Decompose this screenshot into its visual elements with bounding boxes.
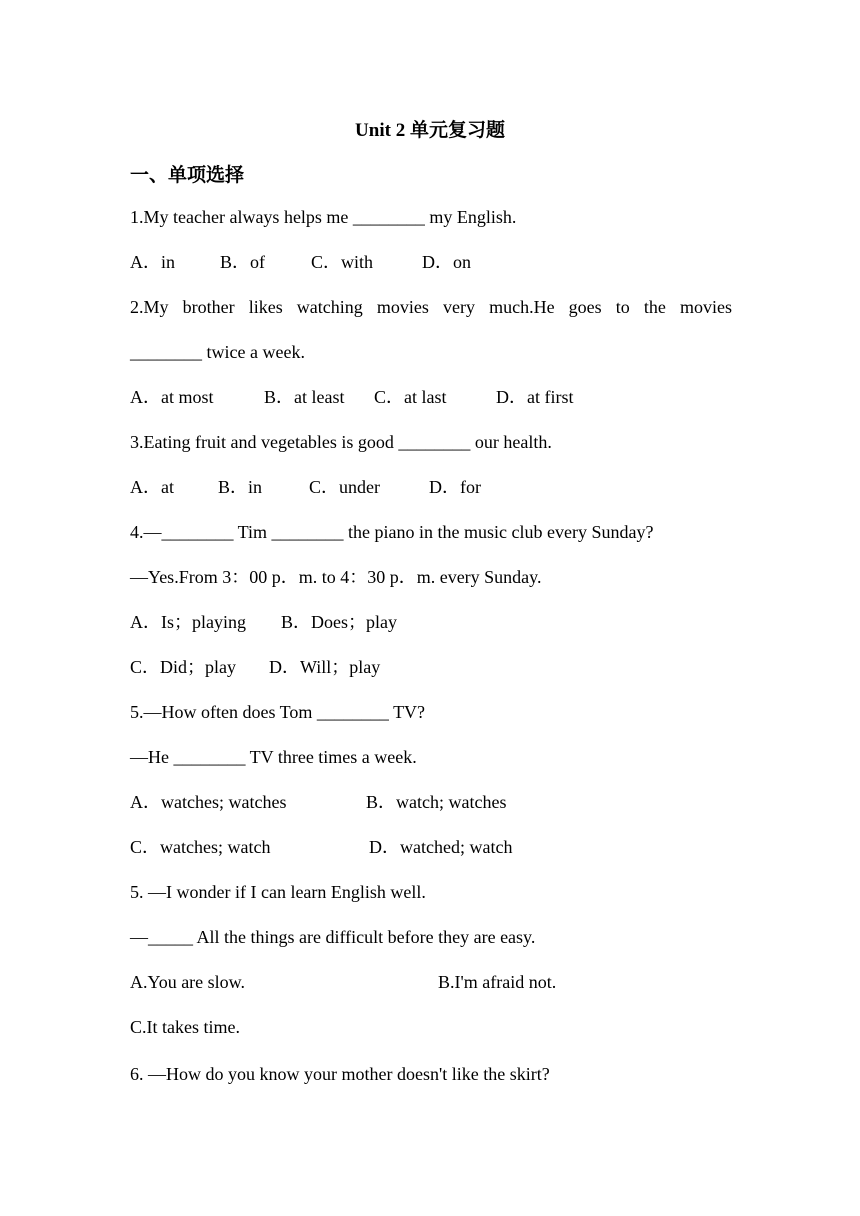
- question-2-option-a: A．at most: [130, 387, 214, 407]
- question-4-stem-line-1: 4.—________ Tim ________ the piano in the music club every Sunday?: [130, 522, 654, 542]
- question-2-option-d: D．at first: [496, 387, 574, 407]
- question-5b-option-a: A.You are slow.: [130, 972, 246, 992]
- question-1-option-a: A．in: [130, 252, 175, 272]
- question-4-option-b: B．Does；play: [281, 612, 397, 632]
- question-5-stem-line-2: —He ________ TV three times a week.: [130, 747, 417, 767]
- question-3-option-c: C．under: [309, 477, 380, 497]
- question-5b-option-b: B.I'm afraid not.: [438, 972, 557, 992]
- question-5b-stem-line-2: —_____ All the things are difficult before they are easy.: [130, 927, 536, 947]
- question-4-option-a: A．Is；playing: [130, 612, 246, 632]
- question-4-stem-line-2: —Yes.From 3：00 p．m. to 4：30 p．m. every Sunday.: [130, 567, 542, 587]
- question-5b-stem-line-1: 5. —I wonder if I can learn English well.: [130, 882, 426, 902]
- question-3-option-a: A．at: [130, 477, 174, 497]
- page-title: Unit 2 单元复习题: [355, 120, 505, 141]
- question-1-stem: 1.My teacher always helps me ________ my English.: [130, 207, 517, 227]
- question-5-option-d: D．watched; watch: [369, 837, 513, 857]
- section-heading: 一、单项选择: [130, 165, 245, 186]
- question-3-option-d: D．for: [429, 477, 481, 497]
- question-5-option-b: B．watch; watches: [366, 792, 507, 812]
- question-4-option-d: D．Will；play: [269, 657, 381, 677]
- question-5-stem-line-1: 5.—How often does Tom ________ TV?: [130, 702, 426, 722]
- question-1-option-d: D．on: [422, 252, 471, 272]
- question-5-option-c: C．watches; watch: [130, 837, 271, 857]
- question-5b-option-c: C.It takes time.: [130, 1017, 240, 1037]
- question-2-option-b: B．at least: [264, 387, 345, 407]
- question-3-stem: 3.Eating fruit and vegetables is good ________ our health.: [130, 432, 552, 452]
- question-2-stem-line-1: 2.My brother likes watching movies very much.He goes to the movies: [130, 297, 732, 317]
- question-2-option-c: C．at last: [374, 387, 447, 407]
- question-1-option-b: B．of: [220, 252, 265, 272]
- question-3-option-b: B．in: [218, 477, 263, 497]
- question-2-stem-line-2: ________ twice a week.: [130, 342, 305, 362]
- question-6-stem: 6. —How do you know your mother doesn't like the skirt?: [130, 1064, 550, 1084]
- question-1-option-c: C．with: [311, 252, 374, 272]
- question-5-option-a: A．watches; watches: [130, 792, 287, 812]
- question-4-option-c: C．Did；play: [130, 657, 236, 677]
